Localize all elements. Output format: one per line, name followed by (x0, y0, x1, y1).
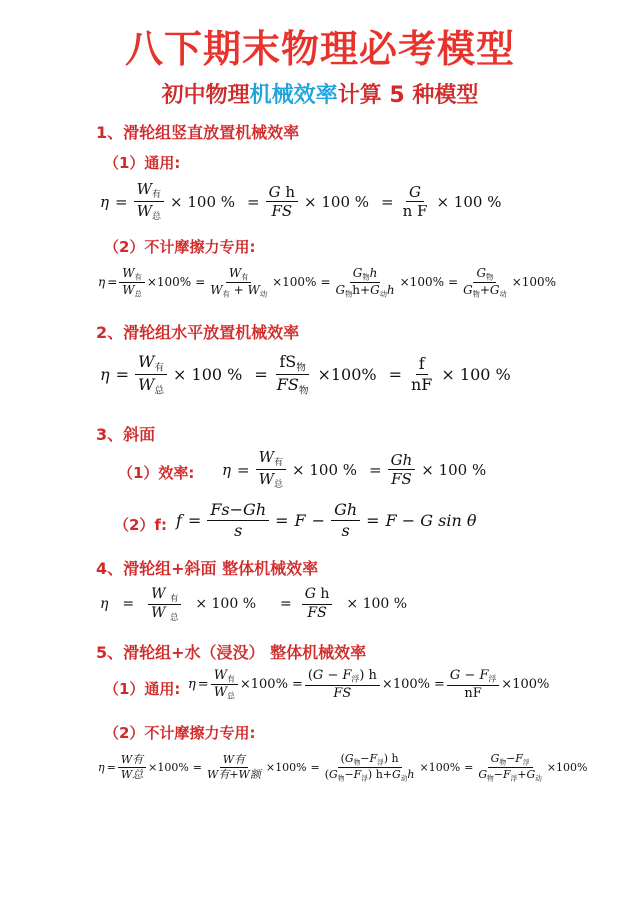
subtitle-highlight: 机械效率 (249, 83, 338, 108)
section-2-heading: 2、滑轮组水平放置机械效率 (96, 323, 300, 342)
section-3-sub-2: （2）f: (114, 516, 167, 534)
section-1-sub-2: （2）不计摩擦力专用: (104, 238, 256, 256)
formula-4-pulley-incline: η = W $_有$ W $_总$ × 100 % = $\frac{\text{G h}}{FS}$ × 100 % (100, 586, 408, 622)
formula-3-efficiency: η = $W_有$ $W_总$ × 100 % = $\frac{Gh}{FS}$ × 100 % (222, 448, 487, 491)
formula-3-friction: f = $\frac{Fs-Gh}{s}$ = F − $\frac{Gh}{s}$ = F − G sin θ (176, 500, 477, 540)
section-3-heading: 3、斜面 (96, 425, 156, 444)
section-1-sub-1: （1）通用: (104, 154, 181, 172)
section-1-heading: 1、滑轮组竖直放置机械效率 (96, 123, 300, 142)
section-5-sub-1: （1）通用: (104, 680, 181, 698)
subtitle-suffix: 计算 5 种模型 (337, 83, 479, 108)
formula-5-no-friction: η = W有 W总 ×100% = W有 W有+W额 ×100% = $(G_物-F_浮)$ h $(G_物-F_浮)$ $h+G_动h$ ×100% = $G_物-F_浮$ $G_物-F_浮+G_动$ ×100% (98, 752, 588, 782)
formula-1-no-friction: η = $W_有$ $W_总$ ×100% = $W_有$ $W_有 + W_动$ ×100% = $G_物h$ $G_物h+G_动h$ ×100% = $G_物$ $G_物+G_动$ ×100% (98, 266, 557, 299)
formula-5-general: η = $W_有$ $W_总$ ×100% = $(G - F_浮)$ h FS ×100% = $G - F_浮$ nF ×100% (188, 668, 550, 702)
page-title: 八下期末物理必考模型 (124, 27, 515, 71)
section-4-heading: 4、滑轮组+斜面 整体机械效率 (96, 559, 319, 578)
section-3-sub-1: （1）效率: (118, 464, 195, 482)
subtitle-prefix: 初中物理 (161, 83, 250, 108)
section-5-sub-2: （2）不计摩擦力专用: (104, 724, 256, 742)
page-subtitle (0, 78, 640, 109)
formula-2-horizontal: η = $W_有$ $W_总$ × 100 % = $fS_物$ $FS_物$ ×100% = $\frac{f}{nF}$ × 100 % (100, 352, 511, 397)
section-5-heading: 5、滑轮组+水（浸没） 整体机械效率 (96, 643, 367, 662)
formula-1-general: η = $W_有$ $W_总$ × 100 % = $\frac{\text{G h}}{FS}$ × 100 % = $\frac{G}{\text{n F}}$ × 100 % (100, 180, 502, 223)
